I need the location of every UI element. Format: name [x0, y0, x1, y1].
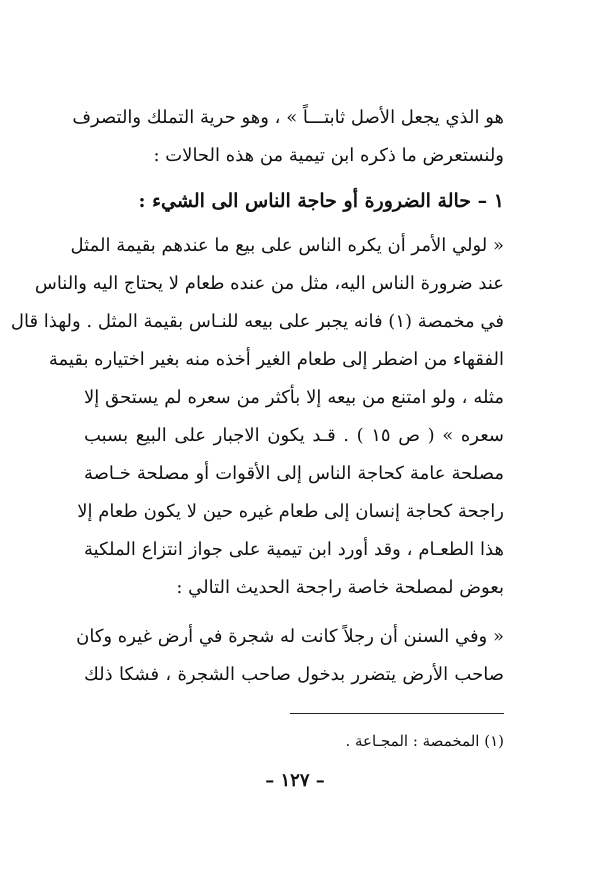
text-line-4: عند ضرورة الناس اليه، مثل من عنده طعام لا يحتاج اليه والناس: [34, 273, 504, 294]
text-line-3: « لولي الأمر أن يكره الناس على بيع ما عندهم بقيمة المثل: [70, 235, 504, 256]
text-line-2: ولنستعرض ما ذكره ابن تيمية من هذه الحالات :: [153, 145, 504, 166]
text-line-8: سعره » ( ص ١٥ ) . قـد يكون الاجبار على البيع بسبب: [84, 425, 504, 446]
text-line-14: صاحب الأرض يتضرر بدخول صاحب الشجرة ، فشكا ذلك: [84, 664, 504, 685]
section-heading: ١ – حالة الضرورة أو حاجة الناس الى الشيء :: [138, 190, 504, 212]
text-line-13: « وفي السنن أن رجلاً كانت له شجرة في أرض غيره وكان: [76, 626, 504, 647]
text-line-12: بعوض لمصلحة خاصة راجحة الحديث التالي :: [176, 577, 504, 598]
text-line-5: في مخمصة (١) فانه يجبر على بيعه للنـاس بقيمة المثل . ولهذا قال: [10, 311, 504, 332]
text-line-11: هذا الطعـام ، وقد أورد ابن تيمية على جواز انتزاع الملكية: [84, 539, 504, 560]
page-number: – ١٢٧ –: [265, 770, 325, 791]
footnote-divider: [290, 713, 504, 714]
text-line-7: مثله ، ولو امتنع من بيعه إلا بأكثر من سعره لم يستحق إلا: [84, 387, 504, 408]
text-line-1: هو الذي يجعل الأصل ثابتـــاً » ، وهو حرية التملك والتصرف: [72, 107, 504, 128]
text-line-9: مصلحة عامة كحاجة الناس إلى الأقوات أو مصلحة خـاصة: [84, 463, 504, 484]
text-line-10: راجحة كحاجة إنسان إلى طعام غيره حين لا يكون طعام إلا: [77, 501, 504, 522]
footnote: (١) المخمصة : المجـاعة .: [345, 732, 504, 750]
text-line-6: الفقهاء من اضطر إلى طعام الغير أخذه منه بغير اختياره بقيمة: [48, 349, 504, 370]
